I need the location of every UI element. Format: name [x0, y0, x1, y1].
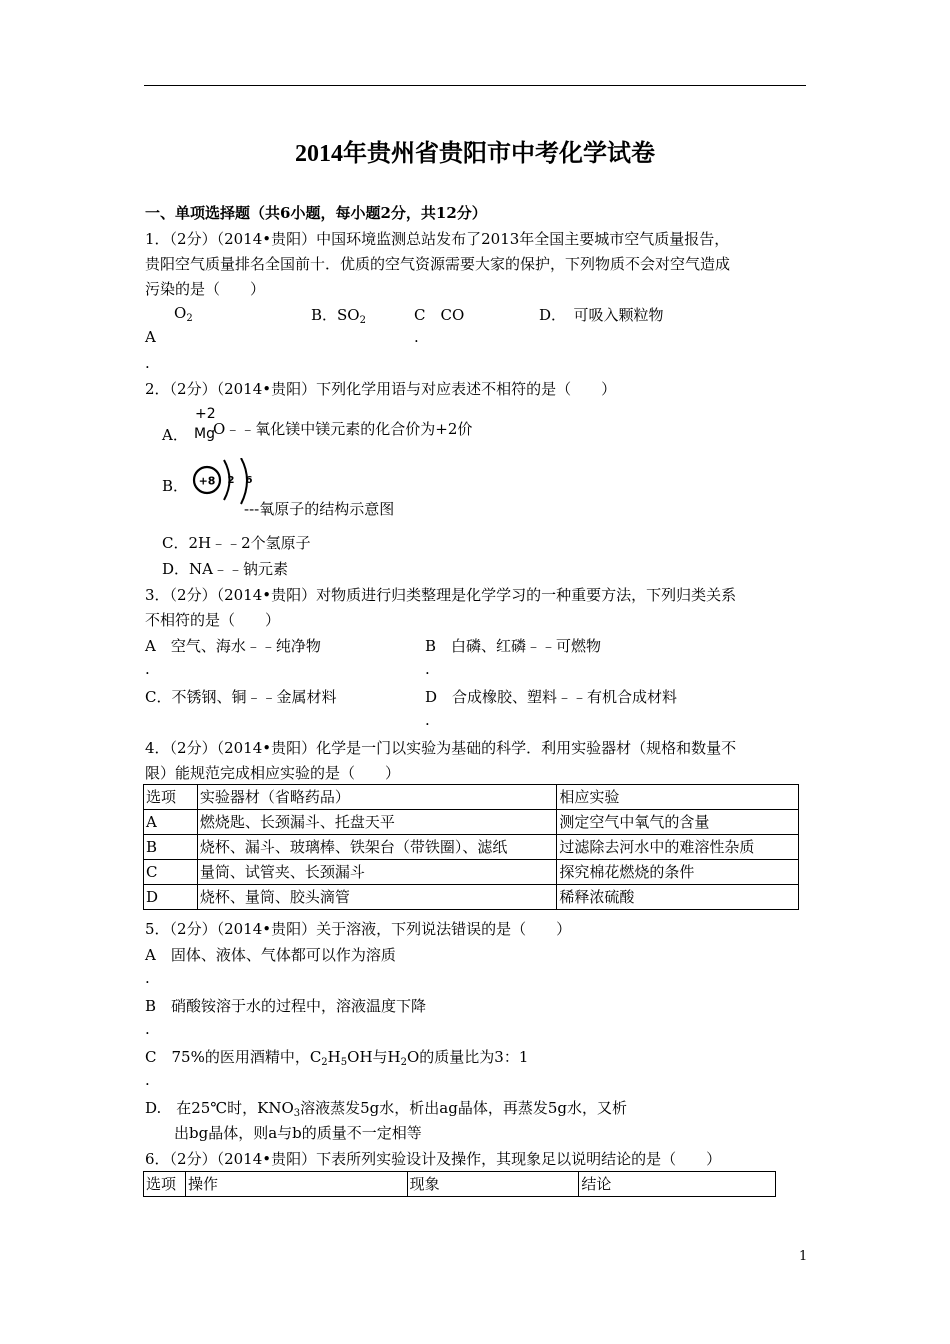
q2-option-b-text: ---氧原子的结构示意图 — [244, 500, 395, 518]
q1-option-a-dot: . — [145, 354, 150, 372]
q2-stem: 2．（2分）（2014•贵阳）下列化学用语与对应表述不相符的是（ ） — [145, 380, 617, 398]
table-cell: 探究棉花燃烧的条件 — [557, 860, 799, 885]
q1-option-a: $O_2$ — [174, 304, 193, 324]
q3-option-a-dot: . — [145, 660, 150, 678]
table-row — [144, 860, 799, 885]
q3-option-d-dot: . — [425, 711, 430, 729]
table-cell: C — [144, 860, 198, 885]
nucleus-charge: +8 — [198, 474, 216, 488]
q5-option-b-dot: . — [145, 1020, 150, 1038]
page-title: 2014年贵州省贵阳市中考化学试卷 — [295, 141, 655, 167]
table-row — [144, 835, 799, 860]
table-cell: 过滤除去河水中的难溶性杂质 — [557, 835, 799, 860]
q2-option-c: C．2H﹣﹣2个氢原子 — [162, 534, 311, 552]
q5-stem: 5．（2分）（2014•贵阳）关于溶液，下列说法错误的是（ ） — [145, 920, 572, 938]
q4-line1: 4．（2分）（2014•贵阳）化学是一门以实验为基础的科学．利用实验器材（规格和数量不 — [145, 739, 737, 757]
q5-option-d: D. 在25℃时，$KNO_3$溶液蒸发5g水，析出ag晶体，再蒸发5g水，又析 — [145, 1099, 627, 1119]
q3-line2: 不相符的是（ ） — [145, 611, 281, 629]
q5-option-c-dot: . — [145, 1071, 150, 1089]
table-row — [144, 810, 799, 835]
q5-option-b: B 硝酸铵溶于水的过程中，溶液温度下降 — [145, 997, 427, 1015]
q5-option-d-line2: 出bg晶体，则a与b的质量不一定相等 — [174, 1124, 422, 1142]
table-cell: 结论 — [579, 1172, 776, 1197]
table-cell: A — [144, 810, 198, 835]
q3-option-b: B 白磷、红磷﹣﹣可燃物 — [425, 637, 602, 655]
q2-option-a-text: O﹣﹣氧化镁中镁元素的化合价为+2价 — [213, 420, 473, 438]
table-cell: 选项 — [144, 785, 198, 810]
q6-table — [143, 1171, 776, 1197]
table-row — [144, 785, 799, 810]
table-cell: 量筒、试管夹、长颈漏斗 — [197, 860, 557, 885]
table-cell: B — [144, 835, 198, 860]
header-rule — [144, 85, 806, 86]
table-row — [144, 885, 799, 910]
q1-option-c-dot: . — [414, 328, 419, 346]
q5-option-a-dot: . — [145, 969, 150, 987]
q4-table — [143, 784, 799, 910]
table-cell: 稀释浓硫酸 — [557, 885, 799, 910]
q1-line1: 1．（2分）（2014•贵阳）中国环境监测总站发布了2013年全国主要城市空气质量报告， — [145, 230, 730, 248]
q3-line1: 3．（2分）（2014•贵阳）对物质进行归类整理是化学学习的一种重要方法，下列归类关系 — [145, 586, 737, 604]
shell2-electrons: 6 — [245, 475, 253, 486]
table-cell: 操作 — [185, 1172, 407, 1197]
table-cell: 燃烧匙、长颈漏斗、托盘天平 — [197, 810, 557, 835]
q1-option-d: D． 可吸入颗粒物 — [539, 306, 664, 324]
q3-option-a: A 空气、海水﹣﹣纯净物 — [145, 637, 321, 655]
section-heading: 一、单项选择题（共6小题，每小题2分，共12分） — [145, 204, 487, 222]
q1-line3: 污染的是（ ） — [145, 280, 266, 298]
table-cell: 现象 — [407, 1172, 579, 1197]
q1-option-c: C CO — [414, 306, 465, 324]
q3-option-c: C．不锈钢、铜﹣﹣金属材料 — [145, 688, 337, 706]
q2-option-a-label: A． — [162, 426, 188, 444]
table-cell: 烧杯、量筒、胶头滴管 — [197, 885, 557, 910]
q1-option-a-label: A — [145, 328, 156, 346]
shell1-electrons: 2 — [227, 475, 235, 486]
q2-option-d: D．NA﹣﹣钠元素 — [162, 560, 288, 578]
q2-mg-symbol: Mg — [194, 426, 215, 442]
table-row — [144, 1172, 776, 1197]
table-cell: 实验器材（省略药品） — [197, 785, 557, 810]
q3-option-d: D 合成橡胶、塑料﹣﹣有机合成材料 — [425, 688, 678, 706]
table-cell: 测定空气中氧气的含量 — [557, 810, 799, 835]
q2-option-b-label: B． — [162, 477, 189, 495]
q2-valence-sup: +2 — [195, 406, 216, 422]
table-cell: 烧杯、漏斗、玻璃棒、铁架台（带铁圈）、滤纸 — [197, 835, 557, 860]
q5-option-c: C 75%的医用酒精中，$C_2H_5OH$与$H_2O$的质量比为3：1 — [145, 1048, 529, 1068]
q3-option-b-dot: . — [425, 660, 430, 678]
page-number: 1 — [799, 1249, 808, 1264]
q5-option-a: A 固体、液体、气体都可以作为溶质 — [145, 946, 396, 964]
table-cell: D — [144, 885, 198, 910]
table-cell: 选项 — [144, 1172, 186, 1197]
q1-line2: 贵阳空气质量排名全国前十．优质的空气资源需要大家的保护，下列物质不会对空气造成 — [145, 255, 731, 273]
table-cell: 相应实验 — [557, 785, 799, 810]
q4-line2: 限）能规范完成相应实验的是（ ） — [145, 764, 401, 782]
q6-stem: 6．（2分）（2014•贵阳）下表所列实验设计及操作，其现象足以说明结论的是（ ） — [145, 1150, 722, 1168]
q1-option-b: B．$SO_2$ — [311, 306, 366, 326]
